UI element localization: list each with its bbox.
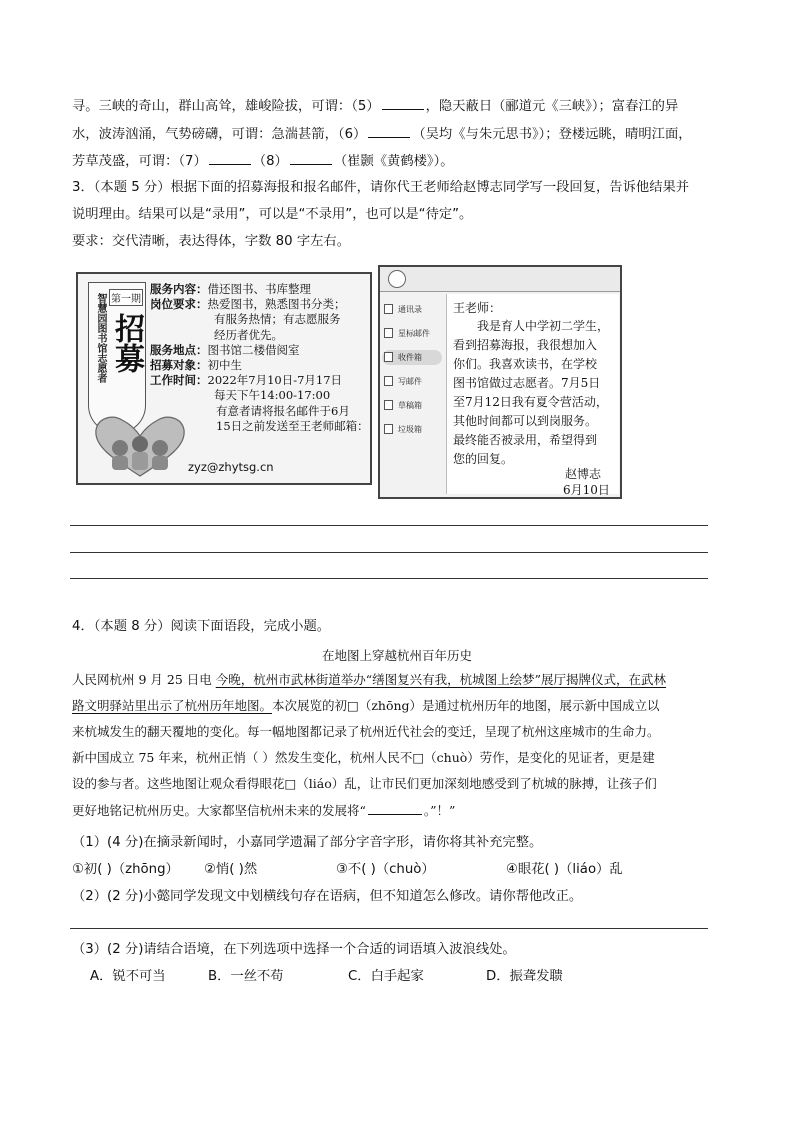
- option-c[interactable]: C．白手起家: [348, 969, 424, 984]
- poster-row-text: 15日之前发送至王老师邮箱：: [216, 418, 369, 433]
- answer-line-2[interactable]: [70, 552, 708, 553]
- email-menu: [382, 293, 442, 437]
- blank-6[interactable]: [368, 123, 410, 138]
- text: 寻。三峡的奇山，群山高耸，雄峻险拔，可谓：（5）: [72, 99, 380, 114]
- article-line-4: 新中国成立 75 年来，杭州正悄（ ）然发生变化，杭州人民不□（chuò）劳作，是变化的见证者，更是建: [72, 750, 655, 765]
- recruitment-poster: [76, 272, 372, 485]
- poster-row: [216, 404, 350, 419]
- underlined-sentence: 路文明驿站里出示了杭州历年地图。: [72, 698, 273, 713]
- menu-item-label: 收件箱: [398, 353, 422, 362]
- poster-vertical-title: 智慧园图书馆志愿者: [95, 293, 106, 383]
- menu-item[interactable]: [382, 326, 442, 341]
- poster-row-text: 借还图书、书库整理: [207, 282, 311, 296]
- fill-blank-line-3: [72, 150, 454, 172]
- poster-row-text: 2022年7月10日-7月17日: [207, 373, 343, 388]
- poster-row: [214, 328, 283, 343]
- menu-item-label: 垃圾箱: [398, 425, 422, 434]
- menu-item-label: 写邮件: [398, 377, 422, 386]
- menu-item[interactable]: [382, 302, 442, 317]
- menu-item[interactable]: [382, 398, 442, 413]
- email-body: [446, 294, 619, 497]
- question-3-prompt-2: 说明理由。结果可以是“录用”，可以是“不录用”，也可以是“待定”。: [72, 207, 473, 222]
- item-2[interactable]: ②悄( )然: [204, 862, 258, 877]
- folder-icon: [384, 400, 393, 410]
- text: 芳草茂盛，可谓：（7）: [72, 154, 207, 169]
- poster-row-text: 经历者优先。: [214, 327, 283, 342]
- email-line: 您的回复。: [453, 452, 514, 466]
- sub-question-3: （3）(2 分)请结合语境，在下列选项中选择一个合适的词语填入波浪线处。: [72, 942, 516, 957]
- email-date: 6月10日: [563, 483, 610, 497]
- poster-row: [150, 282, 311, 297]
- email-line: 我是育人中学初二学生，: [477, 319, 610, 333]
- wavy-blank[interactable]: [368, 800, 422, 815]
- poster-row: [150, 373, 342, 388]
- folder-icon: [384, 352, 393, 362]
- folder-icon: [384, 376, 393, 386]
- question-3-requirement: 要求：交代清晰，表达得体，字数 80 字左右。: [72, 234, 351, 249]
- text: 人民网杭州 9 月 25 日电: [72, 672, 216, 687]
- email-line: 图书馆做过志愿者。7月5日: [453, 376, 601, 390]
- text: （8）: [252, 154, 288, 169]
- poster-row: [214, 312, 341, 327]
- article-line-3: 来杭城发生的翻天覆地的变化。每一幅地图都记录了杭州近代社会的变迁，呈现了杭州这座城市的生命力。: [72, 724, 660, 739]
- avatar-icon[interactable]: [388, 270, 406, 288]
- option-d[interactable]: D．振聋发聩: [486, 969, 563, 984]
- text: （崔颢《黄鹤楼》）。: [333, 154, 454, 169]
- email-line: 最终能否被录用，希望得到: [453, 433, 598, 447]
- poster-row: [216, 419, 369, 434]
- menu-item[interactable]: [382, 422, 442, 437]
- menu-item[interactable]: [382, 374, 442, 389]
- menu-item-label: 通讯录: [398, 305, 422, 314]
- poster-row-label: 招募对象：: [150, 358, 208, 372]
- poster-email[interactable]: zyz@zhytsg.cn: [188, 460, 274, 474]
- email-line: 你们。我喜欢读书，在学校: [453, 357, 598, 371]
- poster-row-label: 岗位要求：: [150, 297, 208, 312]
- email-line: 看到招募海报，我很想加入: [453, 338, 598, 352]
- options-row: [90, 967, 563, 987]
- poster-big-title: 招募: [109, 313, 144, 373]
- poster-row-text: 每天下午14:00-17:00: [214, 388, 331, 403]
- poster-row-label: 服务地点：: [150, 342, 208, 357]
- poster-row: [150, 343, 300, 358]
- text: （吴均《与朱元思书》）；登楼远眺，晴明江面，: [412, 127, 692, 142]
- article-line-2: [72, 696, 660, 716]
- text: 本次展览的初□（zhōng）是通过杭州历年的地图，展示新中国成立以: [272, 698, 660, 713]
- blank-7[interactable]: [209, 150, 251, 165]
- sub-question-1: （1）(4 分)在摘录新闻时，小嘉同学遗漏了部分字音字形，请你将其补充完整。: [72, 835, 543, 850]
- sub-question-1-items: [72, 860, 722, 880]
- poster-row: [150, 358, 242, 373]
- poster-row-text: 热爱图书，熟悉图书分类；: [207, 297, 346, 312]
- item-3[interactable]: ③不( )（chuò）: [336, 862, 435, 877]
- underlined-sentence: 今晚，杭州市武林街道举办“缮图复兴有我，杭城图上绘梦”展厅揭牌仪式，在武林: [215, 672, 667, 687]
- email-greeting: 王老师：: [453, 301, 502, 315]
- article-line-1: [72, 670, 666, 690]
- poster-row-text: 有意者请将报名邮件于6月: [216, 403, 350, 418]
- folder-icon: [384, 304, 393, 314]
- poster-row-text: 初中生: [207, 358, 242, 372]
- poster-row-text: 图书馆二楼借阅室: [207, 342, 300, 357]
- blank-8[interactable]: [290, 150, 332, 165]
- poster-row-label: 服务内容：: [150, 282, 208, 296]
- poster-issue: 第一期: [109, 289, 143, 306]
- article-line-6: [72, 800, 455, 821]
- text: 。”！”: [423, 803, 456, 818]
- fill-blank-line-2: [72, 123, 692, 145]
- text: 水，波涛汹涌，气势磅礴，可谓：急湍甚箭，（6）: [72, 127, 367, 142]
- option-a[interactable]: A．锐不可当: [90, 969, 166, 984]
- menu-item-label: 星标邮件: [398, 329, 430, 338]
- article-line-5: 设的参与者。这些地图让观众看得眼花□（liáo）乱，让市民们更加深刻地感受到了杭城的脉搏，让孩子们: [72, 776, 657, 791]
- answer-line-3[interactable]: [70, 578, 708, 579]
- article-title: 在地图上穿越杭州百年历史: [321, 648, 472, 663]
- email-signature: 赵博志: [565, 467, 602, 481]
- email-toolbar: [380, 267, 620, 292]
- volunteers-heart-icon: [92, 414, 188, 478]
- answer-line-1[interactable]: [70, 525, 708, 526]
- item-1[interactable]: ①初( )（zhōng）: [72, 862, 179, 877]
- folder-icon: [384, 328, 393, 338]
- menu-item[interactable]: [382, 350, 442, 365]
- poster-row-label: 工作时间：: [150, 373, 208, 388]
- poster-title-panel: [88, 282, 146, 434]
- poster-row: [150, 297, 346, 312]
- question-3-prompt-1: 3．（本题 5 分）根据下面的招募海报和报名邮件，请你代王老师给赵博志同学写一段回复，告诉他结果并: [72, 180, 690, 195]
- email-line: 至7月12日我有夏令营活动，: [453, 395, 608, 409]
- option-b[interactable]: B．一丝不苟: [208, 969, 284, 984]
- folder-icon: [384, 424, 393, 434]
- item-4[interactable]: ④眼花( )（liáo）乱: [506, 862, 623, 877]
- fill-blank-line-1: [72, 95, 678, 117]
- sub-question-2: （2）(2 分)小懿同学发现文中划横线句存在语病，但不知道怎么修改。请你帮他改正。: [72, 889, 583, 904]
- text: 更好地铭记杭州历史。大家都坚信杭州未来的发展将“: [72, 803, 366, 818]
- blank-5[interactable]: [382, 95, 424, 110]
- text: ，隐天蔽日（郦道元《三峡》）；富春江的异: [425, 99, 679, 114]
- email-window: [378, 265, 622, 499]
- question-4-header: 4．（本题 8 分）阅读下面语段，完成小题。: [72, 619, 331, 634]
- answer-line-sub2[interactable]: [70, 928, 708, 929]
- email-line: 其他时间都可以到岗服务。: [453, 414, 598, 428]
- poster-row-text: 有服务热情；有志愿服务: [214, 312, 341, 327]
- menu-item-label: 草稿箱: [398, 401, 422, 410]
- poster-row: [214, 388, 330, 403]
